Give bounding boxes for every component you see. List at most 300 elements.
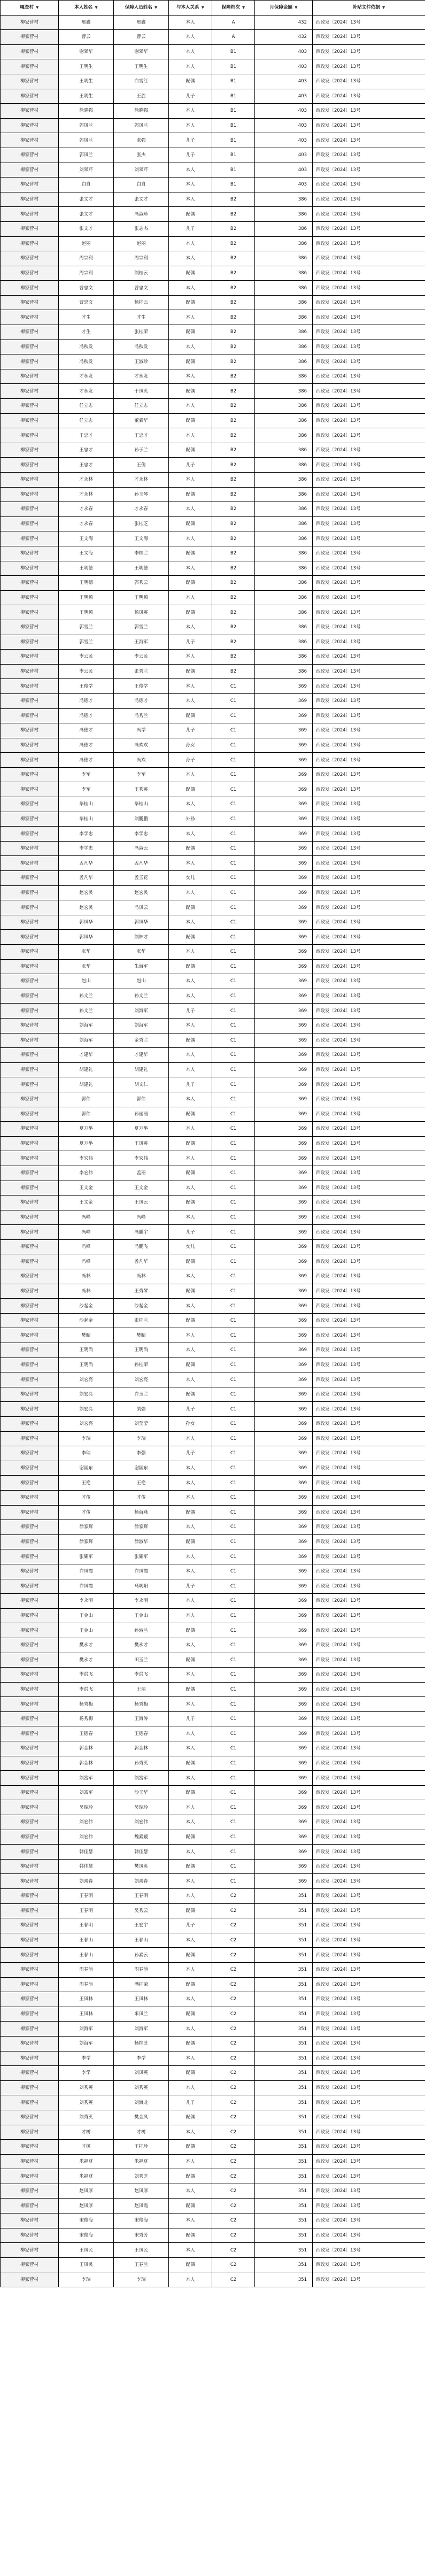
cell-beneficiary[interactable]: 张耀军 [114, 1549, 169, 1564]
cell-document[interactable]: 西政发〔2024〕13号 [313, 15, 425, 30]
cell-relation[interactable]: 孙女 [169, 738, 212, 753]
cell-village[interactable]: 柳家营村 [1, 1608, 59, 1623]
header-village[interactable] [1, 1, 59, 16]
cell-relation[interactable]: 儿子 [169, 1225, 212, 1240]
cell-document[interactable]: 西政发〔2024〕13号 [313, 664, 425, 679]
cell-amount[interactable]: 369 [255, 856, 313, 871]
cell-beneficiary[interactable]: 吴瑞玲 [114, 1800, 169, 1815]
cell-document[interactable]: 西政发〔2024〕13号 [313, 148, 425, 163]
cell-amount[interactable]: 369 [255, 1033, 313, 1048]
cell-document[interactable]: 西政发〔2024〕13号 [313, 708, 425, 723]
cell-name[interactable]: 李瑞 [59, 1431, 114, 1446]
cell-document[interactable]: 西政发〔2024〕13号 [313, 945, 425, 960]
cell-name[interactable]: 李军 [59, 767, 114, 782]
cell-document[interactable]: 西政发〔2024〕13号 [313, 178, 425, 192]
cell-document[interactable]: 西政发〔2024〕13号 [313, 1505, 425, 1520]
cell-level[interactable]: C1 [212, 679, 255, 694]
cell-village[interactable]: 柳家营村 [1, 354, 59, 369]
cell-level[interactable]: C2 [212, 2125, 255, 2140]
cell-beneficiary[interactable]: 孟玉花 [114, 871, 169, 886]
cell-relation[interactable]: 本人 [169, 236, 212, 251]
cell-name[interactable]: 才俊 [59, 1490, 114, 1505]
cell-amount[interactable]: 369 [255, 1343, 313, 1358]
cell-village[interactable]: 柳家营村 [1, 1343, 59, 1358]
cell-amount[interactable]: 369 [255, 1653, 313, 1668]
cell-level[interactable]: C1 [212, 708, 255, 723]
cell-name[interactable]: 才永发 [59, 369, 114, 384]
cell-amount[interactable]: 351 [255, 2007, 313, 2022]
cell-beneficiary[interactable]: 王金山 [114, 1608, 169, 1623]
cell-village[interactable]: 柳家营村 [1, 2243, 59, 2258]
cell-document[interactable]: 西政发〔2024〕13号 [313, 1726, 425, 1741]
cell-document[interactable]: 西政发〔2024〕13号 [313, 1476, 425, 1491]
cell-relation[interactable]: 本人 [169, 590, 212, 605]
cell-village[interactable]: 柳家营村 [1, 635, 59, 650]
cell-relation[interactable]: 配偶 [169, 1859, 212, 1874]
cell-name[interactable]: 谢国东 [59, 1461, 114, 1476]
cell-beneficiary[interactable]: 王凤云 [114, 1196, 169, 1210]
cell-relation[interactable]: 儿子 [169, 1579, 212, 1594]
cell-amount[interactable]: 386 [255, 399, 313, 414]
cell-document[interactable]: 西政发〔2024〕13号 [313, 1151, 425, 1166]
cell-village[interactable]: 柳家营村 [1, 178, 59, 192]
cell-name[interactable]: 王俊学 [59, 679, 114, 694]
cell-level[interactable]: C1 [212, 1284, 255, 1299]
cell-relation[interactable]: 配偶 [169, 782, 212, 797]
cell-document[interactable]: 西政发〔2024〕13号 [313, 738, 425, 753]
cell-relation[interactable]: 本人 [169, 1933, 212, 1948]
cell-level[interactable]: C1 [212, 782, 255, 797]
cell-level[interactable]: C2 [212, 2257, 255, 2272]
cell-relation[interactable]: 本人 [169, 428, 212, 443]
cell-document[interactable]: 西政发〔2024〕13号 [313, 1608, 425, 1623]
cell-name[interactable]: 冯秋发 [59, 340, 114, 354]
cell-relation[interactable]: 配偶 [169, 1785, 212, 1800]
cell-beneficiary[interactable]: 冯欢欢 [114, 738, 169, 753]
cell-name[interactable]: 刘海军 [59, 2036, 114, 2051]
cell-relation[interactable]: 本人 [169, 1048, 212, 1063]
cell-beneficiary[interactable]: 张志杰 [114, 221, 169, 236]
cell-beneficiary[interactable]: 张强 [114, 133, 169, 148]
cell-name[interactable]: 谢翠华 [59, 44, 114, 59]
cell-level[interactable]: C1 [212, 959, 255, 974]
cell-amount[interactable]: 351 [255, 1992, 313, 2007]
cell-amount[interactable]: 351 [255, 1948, 313, 1963]
cell-relation[interactable]: 配偶 [169, 1756, 212, 1771]
cell-amount[interactable]: 403 [255, 163, 313, 178]
cell-amount[interactable]: 386 [255, 516, 313, 531]
cell-document[interactable]: 西政发〔2024〕13号 [313, 650, 425, 665]
cell-village[interactable]: 柳家营村 [1, 2257, 59, 2272]
cell-village[interactable]: 柳家营村 [1, 1785, 59, 1800]
cell-relation[interactable]: 儿子 [169, 148, 212, 163]
cell-name[interactable]: 王忠才 [59, 443, 114, 458]
cell-amount[interactable]: 369 [255, 1815, 313, 1830]
cell-name[interactable]: 周宗利 [59, 251, 114, 266]
cell-beneficiary[interactable]: 李桂兰 [114, 546, 169, 561]
cell-village[interactable]: 柳家营村 [1, 1018, 59, 1033]
cell-name[interactable]: 冯德才 [59, 753, 114, 768]
cell-village[interactable]: 柳家营村 [1, 384, 59, 399]
cell-document[interactable]: 西政发〔2024〕13号 [313, 44, 425, 59]
cell-amount[interactable]: 369 [255, 1358, 313, 1372]
cell-document[interactable]: 西政发〔2024〕13号 [313, 74, 425, 89]
cell-village[interactable]: 柳家营村 [1, 1254, 59, 1269]
cell-name[interactable]: 王明顺 [59, 605, 114, 620]
cell-name[interactable]: 李宏伟 [59, 1166, 114, 1181]
cell-document[interactable]: 西政发〔2024〕13号 [313, 192, 425, 207]
cell-relation[interactable]: 本人 [169, 1800, 212, 1815]
cell-document[interactable]: 西政发〔2024〕13号 [313, 2007, 425, 2022]
cell-relation[interactable]: 本人 [169, 163, 212, 178]
cell-amount[interactable]: 369 [255, 915, 313, 930]
cell-amount[interactable]: 369 [255, 1594, 313, 1609]
cell-beneficiary[interactable]: 刘宏亮 [114, 1372, 169, 1387]
cell-amount[interactable]: 351 [255, 2066, 313, 2081]
cell-relation[interactable]: 本人 [169, 1668, 212, 1683]
cell-relation[interactable]: 本人 [169, 2125, 212, 2140]
cell-name[interactable]: 赵凤厚 [59, 2199, 114, 2213]
cell-beneficiary[interactable]: 邢鑫 [114, 15, 169, 30]
cell-name[interactable]: 李学忠 [59, 827, 114, 842]
cell-level[interactable]: A [212, 30, 255, 45]
cell-level[interactable]: C1 [212, 1845, 255, 1860]
cell-name[interactable]: 孙文兰 [59, 989, 114, 1004]
cell-name[interactable]: 冯德才 [59, 708, 114, 723]
cell-beneficiary[interactable]: 王文海 [114, 531, 169, 546]
cell-village[interactable]: 柳家营村 [1, 650, 59, 665]
cell-name[interactable]: 张华 [59, 959, 114, 974]
cell-name[interactable]: 邢鑫 [59, 15, 114, 30]
cell-relation[interactable]: 配偶 [169, 1830, 212, 1845]
cell-document[interactable]: 西政发〔2024〕13号 [313, 1062, 425, 1077]
cell-beneficiary[interactable]: 冯鹏飞 [114, 1239, 169, 1254]
cell-beneficiary[interactable]: 孟丽 [114, 1166, 169, 1181]
cell-name[interactable]: 王凤林 [59, 2007, 114, 2022]
cell-document[interactable]: 西政发〔2024〕13号 [313, 502, 425, 517]
cell-relation[interactable]: 本人 [169, 1476, 212, 1491]
cell-name[interactable]: 刘宏亮 [59, 1417, 114, 1432]
cell-document[interactable]: 西政发〔2024〕13号 [313, 2199, 425, 2213]
cell-level[interactable]: C1 [212, 1048, 255, 1063]
cell-level[interactable]: C2 [212, 2095, 255, 2110]
cell-beneficiary[interactable]: 谢国东 [114, 1461, 169, 1476]
cell-document[interactable]: 西政发〔2024〕13号 [313, 561, 425, 576]
cell-beneficiary[interactable]: 孙秀英 [114, 1756, 169, 1771]
cell-village[interactable]: 柳家营村 [1, 266, 59, 281]
cell-beneficiary[interactable]: 王明生 [114, 59, 169, 74]
cell-village[interactable]: 柳家营村 [1, 1830, 59, 1845]
cell-village[interactable]: 柳家营村 [1, 163, 59, 178]
cell-level[interactable]: B1 [212, 44, 255, 59]
cell-level[interactable]: B2 [212, 458, 255, 473]
cell-amount[interactable]: 369 [255, 723, 313, 738]
cell-village[interactable]: 柳家营村 [1, 1564, 59, 1579]
cell-beneficiary[interactable]: 冯德才 [114, 693, 169, 708]
cell-name[interactable]: 刘宏伟 [59, 1815, 114, 1830]
cell-name[interactable]: 王文金 [59, 1196, 114, 1210]
cell-village[interactable]: 柳家营村 [1, 59, 59, 74]
cell-document[interactable]: 西政发〔2024〕13号 [313, 1092, 425, 1107]
cell-village[interactable]: 柳家营村 [1, 15, 59, 30]
cell-amount[interactable]: 369 [255, 1741, 313, 1756]
cell-village[interactable]: 柳家营村 [1, 236, 59, 251]
cell-name[interactable]: 才永春 [59, 516, 114, 531]
cell-amount[interactable]: 369 [255, 1490, 313, 1505]
cell-village[interactable]: 柳家营村 [1, 1638, 59, 1653]
cell-beneficiary[interactable]: 吴秀云 [114, 1903, 169, 1918]
cell-document[interactable]: 西政发〔2024〕13号 [313, 1874, 425, 1889]
cell-relation[interactable]: 本人 [169, 1874, 212, 1889]
cell-amount[interactable]: 386 [255, 458, 313, 473]
cell-amount[interactable]: 369 [255, 1682, 313, 1697]
cell-beneficiary[interactable]: 冯淑云 [114, 841, 169, 856]
cell-amount[interactable]: 386 [255, 428, 313, 443]
cell-relation[interactable]: 本人 [169, 118, 212, 133]
cell-name[interactable]: 刘宏亮 [59, 1402, 114, 1417]
cell-amount[interactable]: 386 [255, 369, 313, 384]
cell-document[interactable]: 西政发〔2024〕13号 [313, 354, 425, 369]
cell-beneficiary[interactable]: 李瑞 [114, 1431, 169, 1446]
cell-document[interactable]: 西政发〔2024〕13号 [313, 1284, 425, 1299]
cell-beneficiary[interactable]: 王忠才 [114, 428, 169, 443]
cell-level[interactable]: C2 [212, 2080, 255, 2095]
cell-name[interactable]: 宋俊海 [59, 2228, 114, 2243]
cell-level[interactable]: C2 [212, 2154, 255, 2169]
cell-level[interactable]: C1 [212, 1328, 255, 1343]
cell-document[interactable]: 西政发〔2024〕13号 [313, 413, 425, 428]
cell-level[interactable]: C1 [212, 1815, 255, 1830]
cell-relation[interactable]: 孙子 [169, 753, 212, 768]
cell-beneficiary[interactable]: 张桂芝 [114, 516, 169, 531]
cell-level[interactable]: B2 [212, 399, 255, 414]
cell-level[interactable]: C1 [212, 1579, 255, 1594]
cell-beneficiary[interactable]: 才树 [114, 2125, 169, 2140]
cell-level[interactable]: C1 [212, 1711, 255, 1726]
cell-document[interactable]: 西政发〔2024〕13号 [313, 930, 425, 945]
cell-amount[interactable]: 351 [255, 2125, 313, 2140]
cell-document[interactable]: 西政发〔2024〕13号 [313, 207, 425, 222]
cell-document[interactable]: 西政发〔2024〕13号 [313, 1402, 425, 1417]
cell-relation[interactable]: 本人 [169, 989, 212, 1004]
cell-level[interactable]: B2 [212, 384, 255, 399]
cell-village[interactable]: 柳家营村 [1, 708, 59, 723]
cell-beneficiary[interactable]: 才俊 [114, 1490, 169, 1505]
cell-level[interactable]: B2 [212, 221, 255, 236]
cell-name[interactable]: 李宏伟 [59, 1151, 114, 1166]
cell-beneficiary[interactable]: 李瑞 [114, 2272, 169, 2287]
cell-amount[interactable]: 369 [255, 945, 313, 960]
cell-beneficiary[interactable]: 孙玉琴 [114, 487, 169, 502]
cell-document[interactable]: 西政发〔2024〕13号 [313, 2125, 425, 2140]
cell-village[interactable]: 柳家营村 [1, 2272, 59, 2287]
cell-document[interactable]: 西政发〔2024〕13号 [313, 236, 425, 251]
cell-level[interactable]: C1 [212, 1476, 255, 1491]
cell-level[interactable]: C1 [212, 1859, 255, 1874]
cell-village[interactable]: 柳家营村 [1, 118, 59, 133]
cell-village[interactable]: 柳家营村 [1, 2125, 59, 2140]
cell-level[interactable]: B1 [212, 133, 255, 148]
filter-dropdown-icon[interactable]: ▼ [295, 5, 298, 10]
cell-relation[interactable]: 配偶 [169, 959, 212, 974]
cell-relation[interactable]: 配偶 [169, 1387, 212, 1402]
cell-relation[interactable]: 配偶 [169, 900, 212, 915]
cell-level[interactable]: B1 [212, 163, 255, 178]
cell-document[interactable]: 西政发〔2024〕13号 [313, 605, 425, 620]
cell-beneficiary[interactable]: 李永明 [114, 1594, 169, 1609]
cell-document[interactable]: 西政发〔2024〕13号 [313, 2095, 425, 2110]
filter-dropdown-icon[interactable]: ▼ [154, 5, 158, 10]
cell-level[interactable]: C2 [212, 1948, 255, 1963]
cell-relation[interactable]: 儿子 [169, 1446, 212, 1461]
cell-name[interactable]: 韩佳慧 [59, 1859, 114, 1874]
cell-relation[interactable]: 本人 [169, 650, 212, 665]
cell-name[interactable]: 许凤霞 [59, 1579, 114, 1594]
cell-beneficiary[interactable]: 曹云 [114, 30, 169, 45]
cell-amount[interactable]: 369 [255, 1048, 313, 1063]
cell-document[interactable]: 西政发〔2024〕13号 [313, 1889, 425, 1904]
cell-village[interactable]: 柳家营村 [1, 812, 59, 827]
cell-beneficiary[interactable]: 李洪飞 [114, 1668, 169, 1683]
cell-document[interactable]: 西政发〔2024〕13号 [313, 2243, 425, 2258]
cell-level[interactable]: C1 [212, 945, 255, 960]
cell-village[interactable]: 柳家营村 [1, 428, 59, 443]
cell-village[interactable]: 柳家营村 [1, 1815, 59, 1830]
cell-beneficiary[interactable]: 毕桂山 [114, 797, 169, 812]
cell-beneficiary[interactable]: 孙子兰 [114, 443, 169, 458]
cell-name[interactable]: 夏万举 [59, 1136, 114, 1151]
cell-name[interactable]: 樊永才 [59, 1653, 114, 1668]
cell-level[interactable]: C1 [212, 1431, 255, 1446]
cell-document[interactable]: 西政发〔2024〕13号 [313, 1800, 425, 1815]
cell-name[interactable]: 张文才 [59, 207, 114, 222]
cell-village[interactable]: 柳家营村 [1, 413, 59, 428]
cell-document[interactable]: 西政发〔2024〕13号 [313, 1372, 425, 1387]
cell-name[interactable]: 王春山 [59, 1948, 114, 1963]
cell-relation[interactable]: 配偶 [169, 1196, 212, 1210]
cell-level[interactable]: C1 [212, 1062, 255, 1077]
cell-document[interactable]: 西政发〔2024〕13号 [313, 1977, 425, 1992]
cell-level[interactable]: B2 [212, 236, 255, 251]
cell-amount[interactable]: 351 [255, 2110, 313, 2125]
cell-amount[interactable]: 369 [255, 1254, 313, 1269]
cell-relation[interactable]: 本人 [169, 1549, 212, 1564]
cell-document[interactable]: 西政发〔2024〕13号 [313, 2022, 425, 2037]
cell-name[interactable]: 米福财 [59, 2169, 114, 2184]
cell-village[interactable]: 柳家营村 [1, 1594, 59, 1609]
cell-village[interactable]: 柳家营村 [1, 679, 59, 694]
cell-village[interactable]: 柳家营村 [1, 1033, 59, 1048]
cell-name[interactable]: 刘海军 [59, 1033, 114, 1048]
cell-name[interactable]: 冯林 [59, 1284, 114, 1299]
cell-relation[interactable]: 配偶 [169, 354, 212, 369]
cell-document[interactable]: 西政发〔2024〕13号 [313, 531, 425, 546]
cell-amount[interactable]: 369 [255, 871, 313, 886]
cell-amount[interactable]: 369 [255, 1711, 313, 1726]
cell-relation[interactable]: 本人 [169, 1299, 212, 1314]
cell-relation[interactable]: 配偶 [169, 1136, 212, 1151]
cell-document[interactable]: 西政发〔2024〕13号 [313, 266, 425, 281]
cell-beneficiary[interactable]: 赵山 [114, 974, 169, 989]
cell-beneficiary[interactable]: 王凤林 [114, 1992, 169, 2007]
cell-beneficiary[interactable]: 王春山 [114, 1933, 169, 1948]
cell-amount[interactable]: 351 [255, 2257, 313, 2272]
cell-amount[interactable]: 369 [255, 1756, 313, 1771]
cell-document[interactable]: 西政发〔2024〕13号 [313, 1549, 425, 1564]
cell-amount[interactable]: 369 [255, 1018, 313, 1033]
cell-relation[interactable]: 本人 [169, 281, 212, 296]
cell-relation[interactable]: 儿子 [169, 1004, 212, 1019]
cell-document[interactable]: 西政发〔2024〕13号 [313, 1077, 425, 1092]
cell-document[interactable]: 西政发〔2024〕13号 [313, 1903, 425, 1918]
cell-relation[interactable]: 本人 [169, 340, 212, 354]
cell-name[interactable]: 王明尚 [59, 1358, 114, 1372]
cell-beneficiary[interactable]: 宋秀芳 [114, 2228, 169, 2243]
cell-name[interactable]: 赵宏民 [59, 885, 114, 900]
cell-amount[interactable]: 369 [255, 1859, 313, 1874]
cell-amount[interactable]: 403 [255, 74, 313, 89]
cell-relation[interactable]: 本人 [169, 399, 212, 414]
cell-document[interactable]: 西政发〔2024〕13号 [313, 1239, 425, 1254]
cell-document[interactable]: 西政发〔2024〕13号 [313, 487, 425, 502]
cell-name[interactable]: 胡建礼 [59, 1062, 114, 1077]
cell-level[interactable]: C1 [212, 1785, 255, 1800]
cell-village[interactable]: 柳家营村 [1, 590, 59, 605]
cell-name[interactable]: 冯秋发 [59, 354, 114, 369]
cell-amount[interactable]: 351 [255, 2243, 313, 2258]
cell-name[interactable]: 郭伟 [59, 1092, 114, 1107]
cell-amount[interactable]: 369 [255, 1328, 313, 1343]
cell-level[interactable]: C1 [212, 841, 255, 856]
cell-document[interactable]: 西政发〔2024〕13号 [313, 959, 425, 974]
cell-level[interactable]: C1 [212, 1771, 255, 1786]
cell-beneficiary[interactable]: 张秀兰 [114, 664, 169, 679]
cell-name[interactable]: 孙文兰 [59, 1004, 114, 1019]
cell-name[interactable]: 任立志 [59, 399, 114, 414]
cell-beneficiary[interactable]: 刘海军 [114, 1004, 169, 1019]
cell-document[interactable]: 西政发〔2024〕13号 [313, 767, 425, 782]
cell-amount[interactable]: 386 [255, 295, 313, 310]
cell-relation[interactable]: 配偶 [169, 487, 212, 502]
cell-amount[interactable]: 386 [255, 664, 313, 679]
cell-level[interactable]: C1 [212, 1122, 255, 1137]
cell-village[interactable]: 柳家营村 [1, 856, 59, 871]
cell-relation[interactable]: 配偶 [169, 516, 212, 531]
cell-relation[interactable]: 本人 [169, 1608, 212, 1623]
cell-village[interactable]: 柳家营村 [1, 369, 59, 384]
cell-relation[interactable]: 本人 [169, 1962, 212, 1977]
cell-beneficiary[interactable]: 樊凤英 [114, 1859, 169, 1874]
cell-relation[interactable]: 本人 [169, 1771, 212, 1786]
cell-beneficiary[interactable]: 许玉兰 [114, 1387, 169, 1402]
filter-dropdown-icon[interactable]: ▼ [201, 5, 204, 10]
cell-document[interactable]: 西政发〔2024〕13号 [313, 1785, 425, 1800]
cell-name[interactable]: 张华 [59, 945, 114, 960]
cell-village[interactable]: 柳家营村 [1, 44, 59, 59]
cell-level[interactable]: C1 [212, 1520, 255, 1535]
cell-level[interactable]: C1 [212, 1033, 255, 1048]
cell-amount[interactable]: 369 [255, 1225, 313, 1240]
cell-level[interactable]: C1 [212, 1166, 255, 1181]
cell-relation[interactable]: 本人 [169, 1815, 212, 1830]
cell-name[interactable]: 樊昭 [59, 1328, 114, 1343]
cell-beneficiary[interactable]: 李军 [114, 767, 169, 782]
cell-beneficiary[interactable]: 才建华 [114, 1048, 169, 1063]
cell-name[interactable]: 才永发 [59, 384, 114, 399]
cell-document[interactable]: 西政发〔2024〕13号 [313, 399, 425, 414]
cell-level[interactable]: B2 [212, 502, 255, 517]
cell-beneficiary[interactable]: 赵凤厚 [114, 2184, 169, 2199]
